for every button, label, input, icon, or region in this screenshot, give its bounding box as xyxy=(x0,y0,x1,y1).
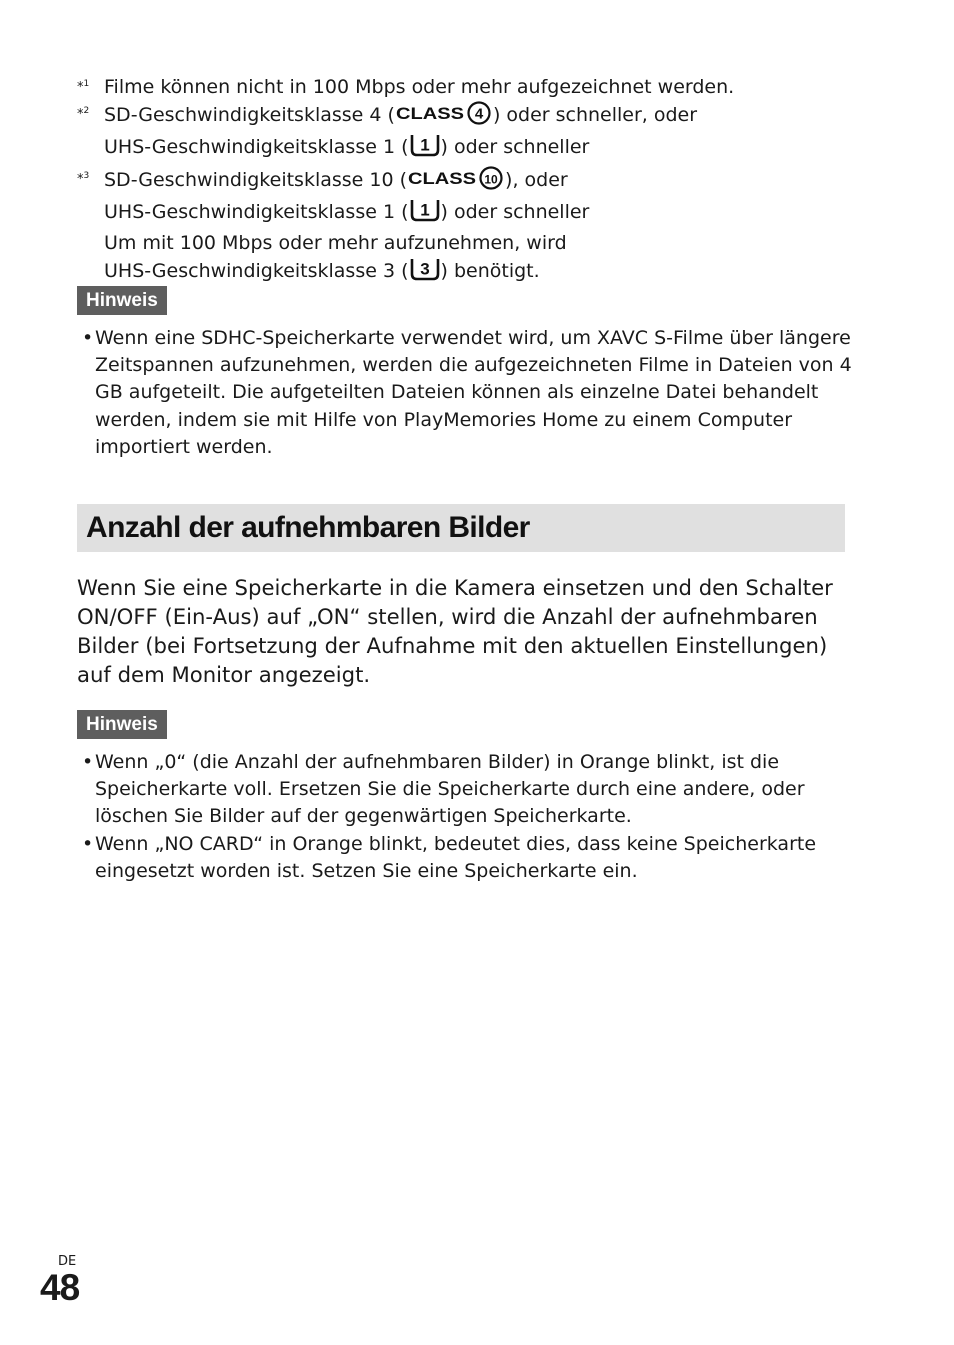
svg-text:3: 3 xyxy=(419,259,430,279)
footnotes xyxy=(77,74,877,289)
svg-text:CLASS: CLASS xyxy=(395,104,464,124)
footnote-text: Filme können nicht in 100 Mbps oder mehr aufgezeichnet werden. xyxy=(104,76,735,98)
svg-text:10: 10 xyxy=(484,172,498,187)
section-heading-bar xyxy=(77,504,845,552)
footnote xyxy=(77,166,877,290)
section-title: Anzahl der aufnehmbaren Bilder xyxy=(86,511,530,544)
language-code: DE xyxy=(58,1254,77,1269)
footnote xyxy=(77,74,877,101)
footnote-text: SD-Geschwindigkeitsklasse 10 ( CLASS 10 ), oder UHS-Geschwindigkeitsklasse 1 ( 1 ) oder schneller Um mit 100 Mbps oder mehr aufzunehmen, wird UHS-Geschwindigkeitsklasse 3 ( 3 ) benötigt. xyxy=(104,169,589,283)
note-bullets xyxy=(77,749,867,885)
uhs-1-icon xyxy=(409,198,441,230)
note-label: Hinweis xyxy=(77,710,167,739)
footnote xyxy=(77,101,877,165)
uhs-3-icon xyxy=(409,257,441,289)
bullet-dot-icon: • xyxy=(82,327,94,349)
bullet-item xyxy=(77,831,867,885)
bullet-dot-icon: • xyxy=(82,751,94,773)
bullet-item xyxy=(77,749,867,831)
footnote-marker: *$^2$ xyxy=(77,106,90,123)
footnote-marker: *$^3$ xyxy=(77,170,90,187)
bullet-dot-icon: • xyxy=(82,832,94,855)
svg-text:1: 1 xyxy=(419,135,430,155)
section-body: Wenn Sie eine Speicherkarte in die Kamera einsetzen und den Schalter ON/OFF (Ein-Aus) auf „ON“ stellen, wird die Anzahl der aufnehmbaren Bilder (bei Fortsetzung der Aufnahme mit den aktuellen Einstellungen) auf dem Monitor angezeigt. xyxy=(77,575,833,687)
svg-text:CLASS: CLASS xyxy=(408,168,477,188)
bullet-text: Wenn „0“ (die Anzahl der aufnehmbaren Bilder) in Orange blinkt, ist die Speicherkarte voll. Ersetzen Sie die Speicherkarte durch eine andere, oder löschen Sie Bilder auf der gegenwärtigen Speicherkarte. xyxy=(95,751,805,828)
bullet-text: Wenn „NO CARD“ in Orange blinkt, bedeutet dies, dass keine Speicherkarte eingesetzt worden ist. Setzen Sie eine Speicherkarte ein. xyxy=(95,832,817,882)
svg-text:1: 1 xyxy=(419,200,430,220)
note-label: Hinweis xyxy=(77,286,167,315)
class-4-icon xyxy=(395,101,493,133)
class-10-icon xyxy=(407,166,505,198)
svg-text:4: 4 xyxy=(474,105,484,123)
uhs-1-icon xyxy=(409,133,441,165)
footnote-text: SD-Geschwindigkeitsklasse 4 ( CLASS 4 ) oder schneller, oder UHS-Geschwindigkeitsklasse 1 ( 1 ) oder schneller xyxy=(104,104,697,158)
footnote-marker: *$^1$ xyxy=(77,79,90,95)
bullet-item xyxy=(77,325,867,461)
bullet-text: Wenn eine SDHC-Speicherkarte verwendet wird, um XAVC S-Filme über längere Zeitspannen aufzunehmen, werden die aufgezeichneten Filme in Dateien von 4 GB aufgeteilt. Die aufgeteilten Dateien können als einzelne Datei behandelt werden, indem sie mit Hilfe von PlayMemories Home zu einem Computer importiert werden. xyxy=(95,327,852,458)
note-bullets xyxy=(77,325,867,461)
page-number: 48 xyxy=(40,1267,80,1308)
